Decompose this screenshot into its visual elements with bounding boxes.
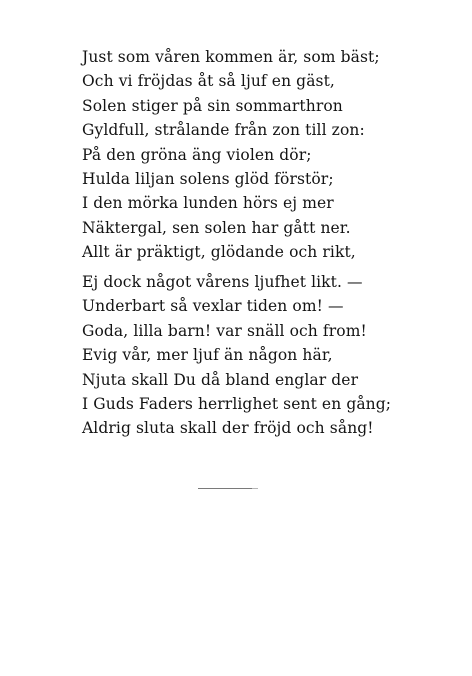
verse-line: Solen stiger på sin sommarthron	[82, 96, 343, 115]
verse-line: Njuta skall Du då bland englar der	[82, 370, 359, 389]
verse-line: Evig vår, mer ljuf än någon här,	[82, 346, 333, 365]
verse-line: Just som våren kommen är, som bäst;	[82, 48, 380, 66]
verse-line: Goda, lilla barn! var snäll och from!	[82, 321, 367, 340]
verse-line: I Guds Faders herrlighet sent en gång;	[82, 394, 392, 413]
poem-stanza-2	[82, 270, 391, 441]
verse-line: Näktergal, sen solen har gått ner.	[82, 218, 351, 237]
verse-line: Aldrig sluta skall der fröjd och sång!	[82, 419, 374, 438]
end-rule-tail	[252, 488, 258, 489]
verse-line: Och vi fröjdas åt så ljuf en gäst,	[82, 72, 335, 91]
verse-line: Ej dock något vårens ljufhet likt. —	[82, 273, 363, 291]
end-rule	[198, 488, 252, 489]
verse-line: I den mörka lunden hörs ej mer	[82, 194, 334, 213]
verse-line: Hulda liljan solens glöd förstör;	[82, 169, 334, 188]
verse-line: Underbart så vexlar tiden om! —	[82, 297, 344, 316]
verse-line: På den gröna äng violen dör;	[82, 145, 312, 164]
verse-line: Allt är präktigt, glödande och rikt,	[82, 243, 356, 262]
verse-line: Gyldfull, strålande från zon till zon:	[82, 121, 365, 140]
poem-stanza-1	[82, 45, 380, 265]
